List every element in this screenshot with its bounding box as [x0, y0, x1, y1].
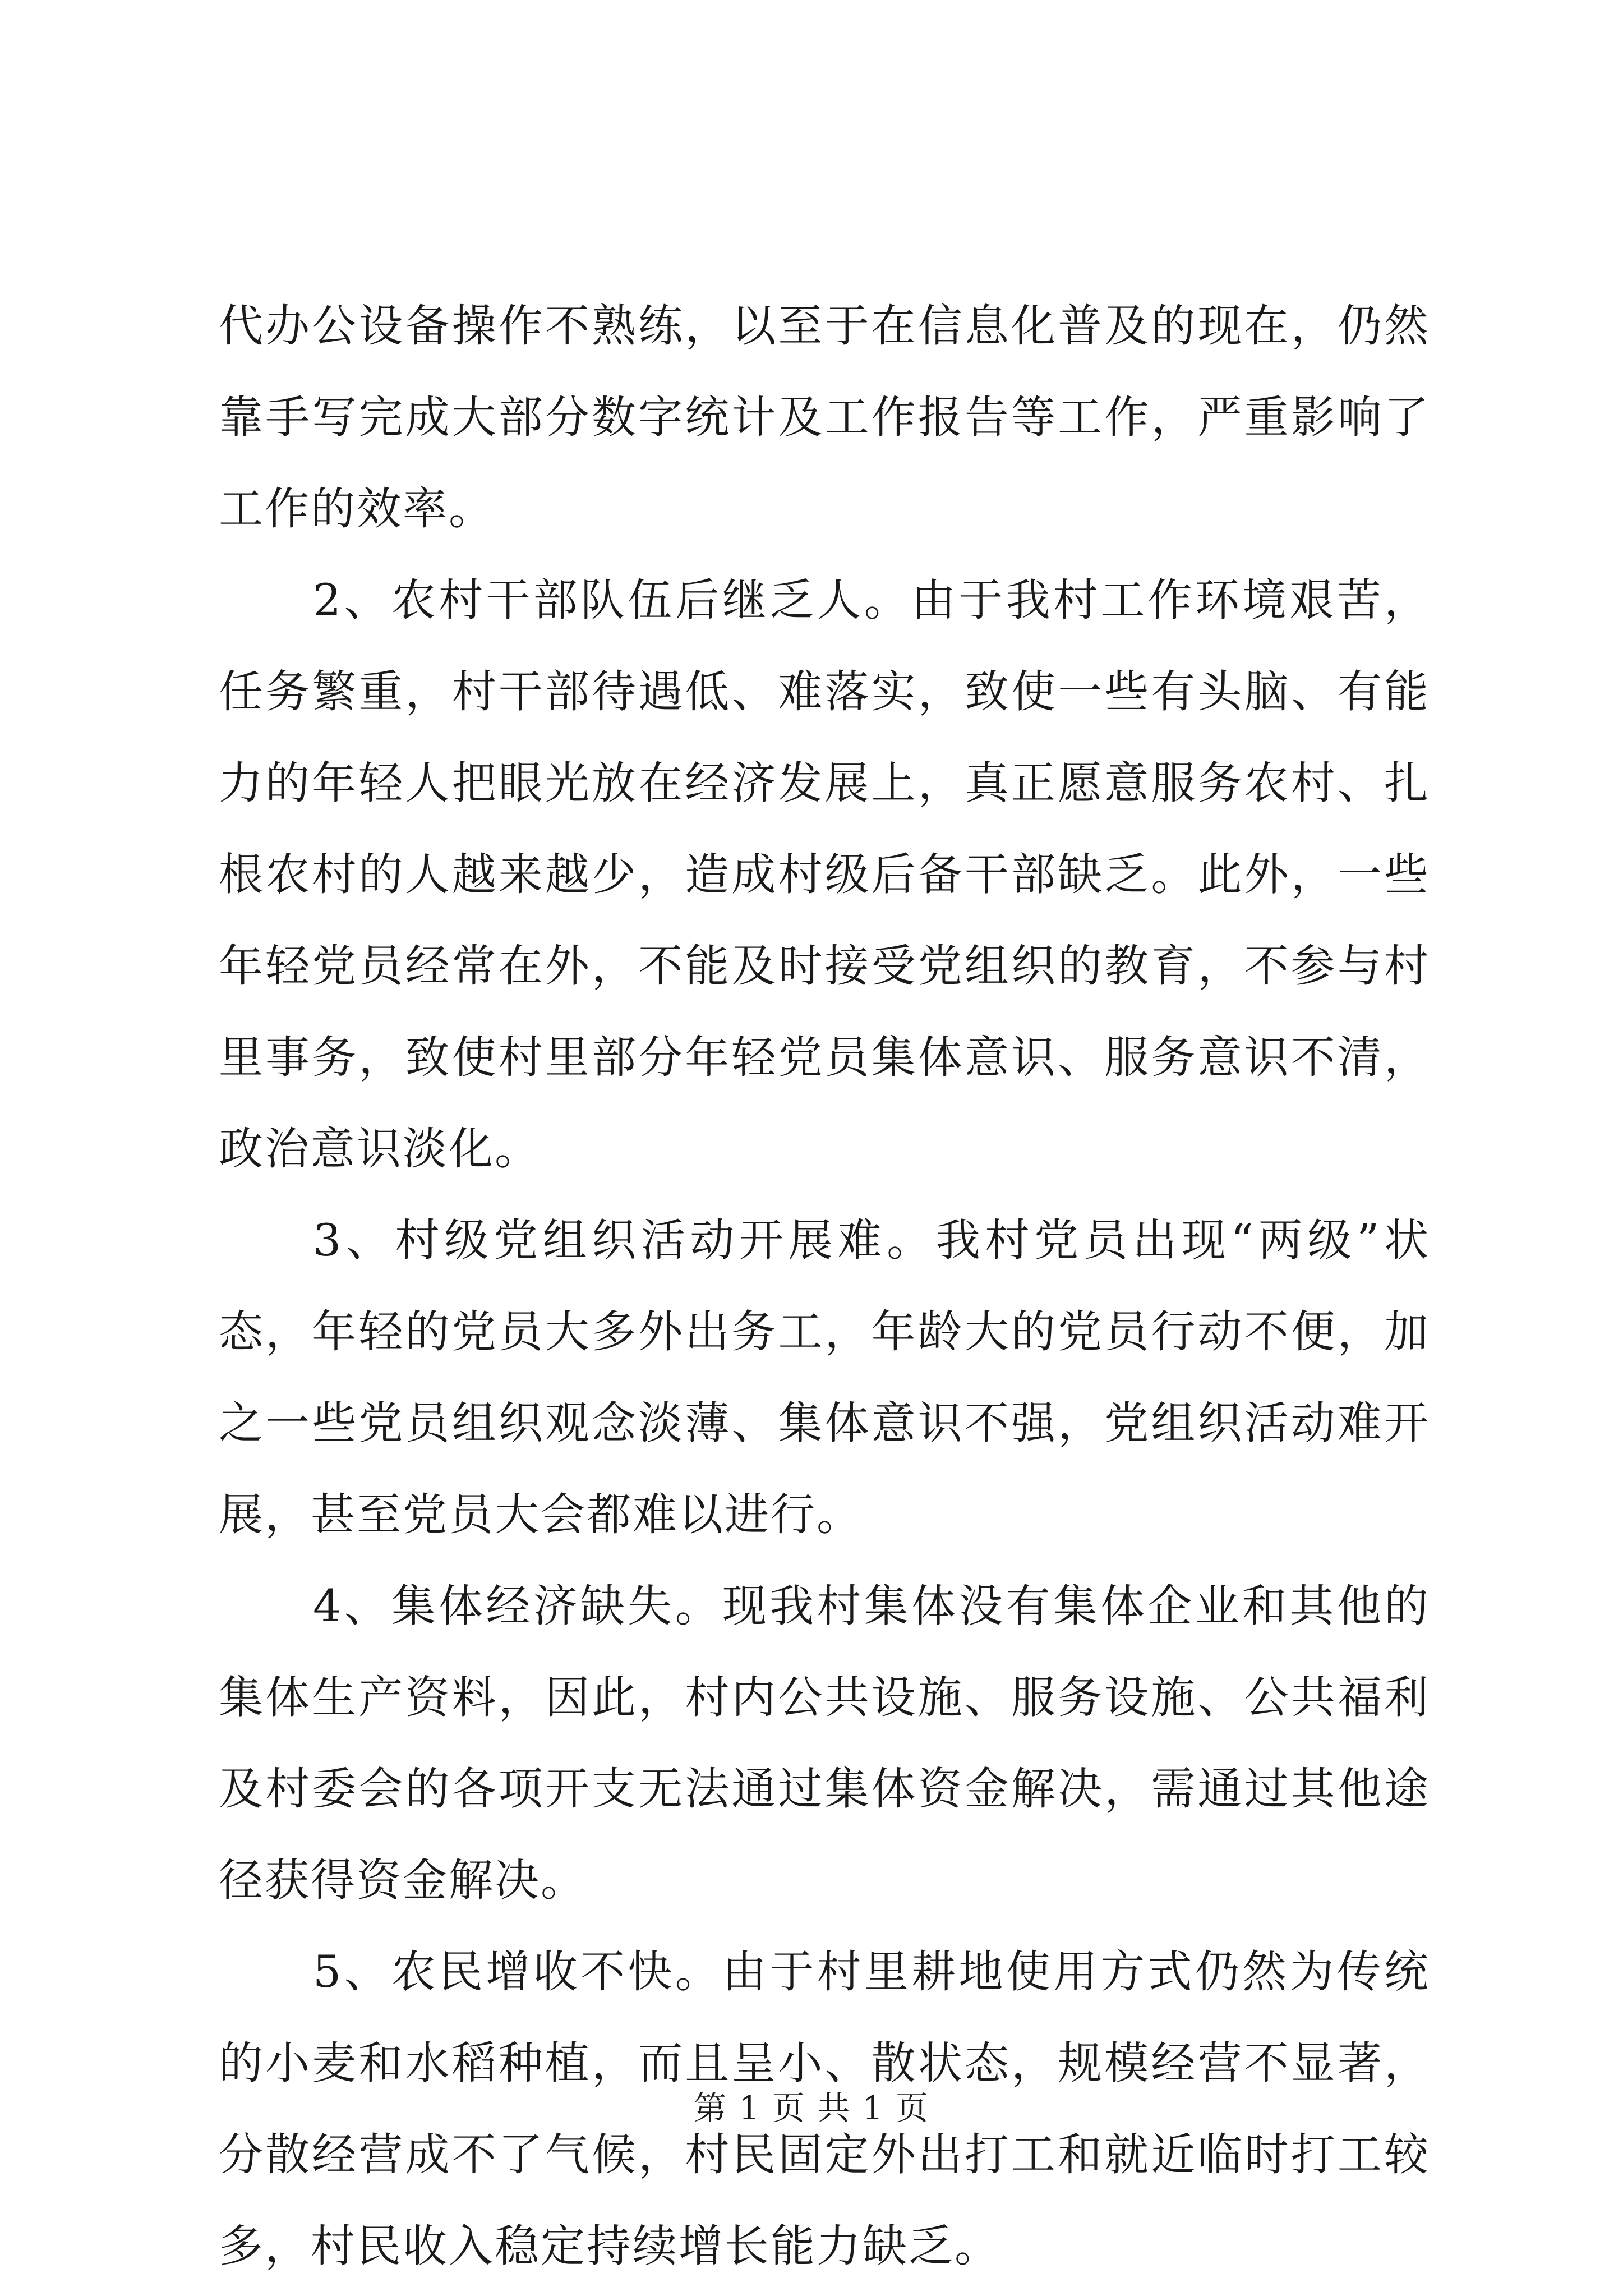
paragraph-item-4: 4、集体经济缺失。现我村集体没有集体企业和其他的集体生产资料，因此，村内公共设施、服务设施、公共福利及村委会的各项开支无法通过集体资金解决，需通过其他途径获得资金解决。 — [219, 1580, 1430, 1906]
paragraph-item-2: 2、农村干部队伍后继乏人。由于我村工作环境艰苦，任务繁重，村干部待遇低、难落实，致使一些有头脑、有能力的年轻人把眼光放在经济发展上，真正愿意服务农村、扎根农村的人越来越少，造成村级后备干部缺乏。此外，一些年轻党员经常在外，不能及时接受党组织的教育，不参与村里事务，致使村里部分年轻党员集体意识、服务意识不清，政治意识淡化。 — [219, 574, 1430, 1175]
document-body — [219, 280, 1430, 2292]
page-footer: 第 1 页 共 1 页 — [694, 2089, 929, 2127]
paragraph-item-5: 5、农民增收不快。由于村里耕地使用方式仍然为传统的小麦和水稻种植，而且呈小、散状态，规模经营不显著，分散经营成不了气候，村民固定外出打工和就近临时打工较多，村民收入稳定持续增长能力缺乏。 — [219, 1946, 1430, 2272]
paragraph-item-3: 3、村级党组织活动开展难。我村党员出现“两级”状态，年轻的党员大多外出务工，年龄大的党员行动不便，加之一些党员组织观念淡薄、集体意识不强，党组织活动难开展，甚至党员大会都难以进行。 — [219, 1214, 1430, 1540]
paragraph-continuation: 代办公设备操作不熟练，以至于在信息化普及的现在，仍然靠手写完成大部分数字统计及工作报告等工作，严重影响了工作的效率。 — [219, 300, 1430, 535]
